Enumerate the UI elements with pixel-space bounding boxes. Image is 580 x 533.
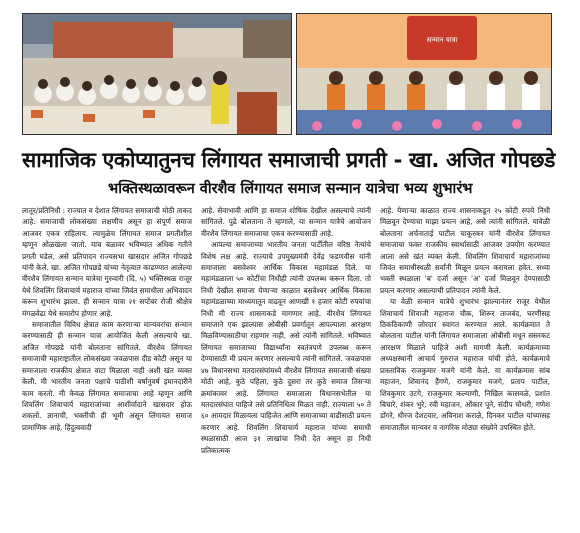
paragraph: आहे. सेवाभावी आणि हा समाज शोषिक देखील असल्याचे त्यांनी सांगितले. पुढे बोलताना ते म्हणाले, या सन्मान यात्रेचे आयोजन वीरशैव लिंगायत समाजाचा एकत्र करण्यासाठी आहे. <box>201 206 371 238</box>
subheadline: भक्तिस्थळावरून वीरशैव लिंगायत समाज सन्मान यात्रेचा भव्य शुभारंभ <box>108 181 473 197</box>
paragraph: या वेळी सन्मान यात्रेचे शुभारंभ झाल्यानंतर राजूर येथील शिवाचार्य शिवाजी महाराज चौक, शिरूर ताजबंद, घरणीसह ठिकठिकाणी जोरदार स्वागत करण्यात आले. कार्यक्रमात ते बोलताना पाटील यांनी लिंगायत समाजाला ओबीसी मधून ससरकट आरक्षण मिळाले पाहिजे अशी मागणी केली. कार्यक्रमाच्या अध्यक्षस्थानी आचार्य गुरुराज महाराज यांची होते. कार्यक्रमाचे प्रास्ताविक राजकुमार मजगे यांनी केले. या कार्यक्रमास सांब महाजन, शिवानंद हैंगणे, राजकुमार मजगे, प्रताप पाटील, शिवकुमार उटगे, राजकुमार कल्याणी, निखिल कासवळे, प्रशांत बिचारे, शंकर भुरे, रवी महाजन, ओंकार पूने, संदीप चौधरी, गणेश डोंगरे, धीरज देशटवार, अविनाश कराळे, दिनकर पाटील यांच्यासह समाजातील मान्यवर व नागरिक मोठ्या संख्येने उपस्थित होते. <box>380 297 550 432</box>
stage-photo-illustration <box>297 14 552 135</box>
headline: सामाजिक एकोप्यातुनच लिंगायत समाजाची प्रगती - खा. अजित गोपछडे <box>22 148 556 172</box>
article-column-2 <box>201 205 371 525</box>
crowd-photo-illustration <box>23 14 292 135</box>
stage-dignitaries-photo <box>296 13 552 135</box>
paragraph: आहे. येणाऱ्या काळात राज्य शासनाकडून २५ कोटी रुपये निधी मिळवून देण्याचा माझा प्रयत्न आहे, असे त्यांनी सांगितले. यावेळी बोलताना अर्चनाताई पाटील चाकूरकर यांनी वीरशैव लिंगायत समाजाचा फक्त राजकीय स्वार्थासाठी आजवर उपयोग करण्यात आला असे खंत व्यक्त केली. शिवलिंग शिवाचार्य महाराजांच्या जिवंत समाधीस्थळी सर्वांनी मिळून प्रयत्न करायला हवेत. सध्या भक्ती स्थळाला 'ब' दर्जा असून 'अ' दर्जा मिळवून देण्यासाठी प्रयत्न करणार असल्याची प्रतिपादन त्यांनी केले. <box>380 206 550 295</box>
article-column-1 <box>22 205 192 525</box>
banner-text: सन्मान यात्रा <box>426 36 458 44</box>
article-column-3 <box>380 205 550 525</box>
paragraph: आपल्या समाजाच्या भारतीय जनता पार्टीतील वरिष्ठ नेत्यांचे विशेष लक्ष आहे. राज्याचे उपमुख्यमंत्री देवेंद्र फडणवीस यांनी समाजाला बसवेश्वर आर्थिक विकास महामंडळ दिले. या महामंडळाला ५० कोटींचा निधीही त्यांनी उपलब्ध करून दिला. तो निधी देखील समाजा येणाऱ्या काळात बसवेश्वर आर्थिक विकास महामंडळाच्या माध्यमातून वाढवून आणखी १ हजार कोटी रुपयांचा निधी मी राज्य शासनाकडे मागणार आहे. वीरशैव लिंगायत समाजाने एक झाल्यास ओबीसी प्रवर्गातून आपल्याला आरक्षण मिळविण्यासाठीचा राहणार नाही, असे त्यांनी सांगितले. भविष्यात लिंगायत समाजाच्या विद्यार्थ्यांना स्वतंत्रपणे उपलब्ध करून देण्यासाठी मी प्रयत्न करणार असल्याचे त्यांनी सांगितले. जवळपास ४७ विधानसभा मतदारसंघांमध्ये वीरशैव लिंगायत समाजाची संख्या मोठी आहे, कुठे पहिला, कुठे दुसरा तर कुठे समाज तिसऱ्या क्रमांकावर आहे. लिंगायत समाजाला विधानसभेतील या मतदारसंघात पाहिजे तसे प्रतिनिधित्व मिळत नाही. राज्याला ५० ते ६० आमदार मिळायला पाहिजेत आणि समाजाच्या वाढीसाठी प्रयत्न करणार आहे. शिवलिंग शिवाचार्य महाराज यांच्या समाधी स्थळासाठी आज ३१ लाखांचा निधी देत असून हा निधी प्रतिकात्मक <box>201 240 371 455</box>
article-body <box>22 205 552 525</box>
paragraph: लातूर/प्रतिनिधी : राज्यात व देशात लिंगायत समाजाची मोठी ताकद आहे. समाजाची लोकसंख्या लक्षणीय असून हा संपूर्ण समाज आजवर एकत्र राहिलाय. त्यामुळेच लिंगायत समाज प्रगतीशील म्हणून ओळखला जातो. याच बळावर भविष्यात अधिक गतीने प्रगती घडेल, असे प्रतिपादन राज्यसभा खासदार अजित गोपछडे यांनी केले. खा. अजित गोपछडे यांच्या नेतृत्वात काढण्यात आलेल्या वीरशैव लिंगायत सन्मान यात्रेचा गुरुवारी (दि. ५) भक्तिस्थळ राजूर येथे शिवलिंग शिवाचार्य महाराज यांच्या जिवंत समाधीला अभिवादन करून शुभारंभ झाला. ही सन्मान यात्रा २१ सप्टेंबर रोजी श्रीक्षेत्र मंगळवेढा येथे समारोप होणार आहे. <box>22 206 192 318</box>
photo-strip <box>22 13 552 135</box>
event-crowd-photo <box>22 13 292 135</box>
paragraph: समाजातील विविध क्षेत्रात काम करणाऱ्या मान्यवरांचा सन्मान करण्यासाठी ही सन्मान यात्रा आयोजित केली असल्याचे खा. अजित गोपछडे यांनी बोलताना सांगितले. वीरशैव लिंगायत समाजाची महाराष्ट्रातील लोकसंख्या जवळपास दीड कोटी असून या समाजाला राजकीय क्षेत्रात वाटा मिळाला नाही अशी खंत व्यक्त केली. मी भारतीय जनता पक्षाचे पाठीशी वर्षानुवर्ष इमानदारीने काम करतो. मी केवळ लिंगायत समाजाचा आहे म्हणून आणि शिवलिंग शिवाचार्य महाराजांच्या आशीर्वादाने खासदार होऊ शकलो. ज्ञानाची, भक्तीची ही भूमी असून लिंगायत समाज प्रामाणिक आहे, हिंदुत्ववादी <box>22 320 192 432</box>
